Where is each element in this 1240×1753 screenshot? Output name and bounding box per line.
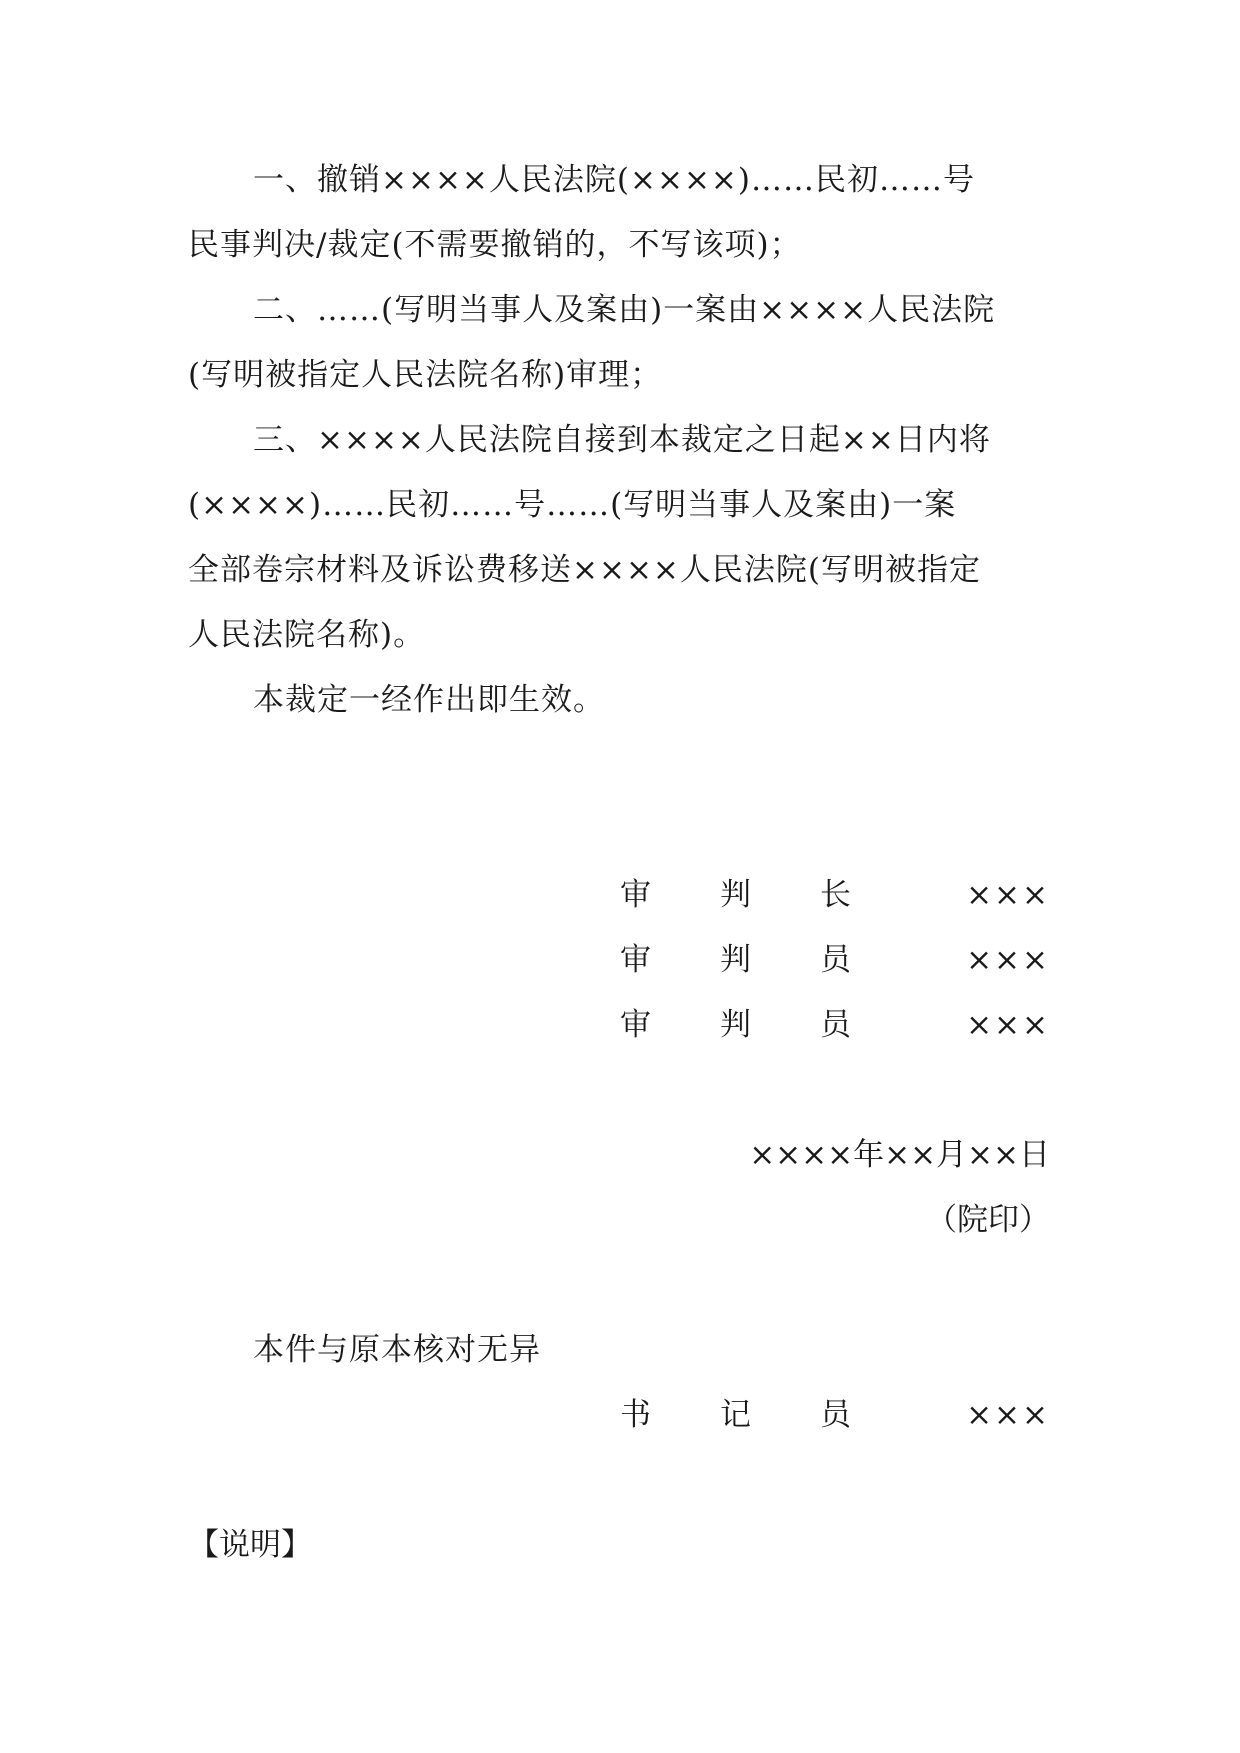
court-seal: （院印） bbox=[926, 1202, 1050, 1238]
para2-line2: (写明被指定人民法院名称)审理； bbox=[188, 357, 663, 393]
signature-presiding-judge bbox=[620, 875, 1050, 915]
para2-line1: 二、……(写明当事人及案由)一案由××××人民法院 bbox=[253, 292, 996, 328]
signature-judge-2 bbox=[620, 1005, 1050, 1045]
para1-line1: 一、撤销××××人民法院(××××)……民初……号 bbox=[253, 162, 975, 198]
signature-clerk bbox=[620, 1395, 1050, 1435]
signature-judge-1 bbox=[620, 940, 1050, 980]
signature-title-char: 判 bbox=[720, 877, 751, 913]
signature-title-char: 员 bbox=[820, 1397, 851, 1433]
para3-line2: (××××)……民初……号……(写明当事人及案由)一案 bbox=[188, 487, 957, 523]
signature-title-char: 审 bbox=[620, 1007, 651, 1043]
certification-text: 本件与原本核对无异 bbox=[253, 1332, 541, 1368]
effect-statement: 本裁定一经作出即生效。 bbox=[253, 682, 605, 718]
signature-name: ××× bbox=[966, 942, 1050, 978]
judgment-date: ××××年××月××日 bbox=[749, 1137, 1050, 1173]
para3-line4: 人民法院名称)。 bbox=[188, 617, 426, 653]
note-heading: 【说明】 bbox=[188, 1527, 312, 1563]
signature-title-char: 员 bbox=[820, 1007, 851, 1043]
signature-title-char: 判 bbox=[720, 942, 751, 978]
para3-line1: 三、××××人民法院自接到本裁定之日起××日内将 bbox=[253, 422, 991, 458]
signature-name: ××× bbox=[966, 1397, 1050, 1433]
signature-name: ××× bbox=[966, 1007, 1050, 1043]
para1-line2: 民事判决/裁定(不需要撤销的，不写该项)； bbox=[188, 227, 802, 263]
signature-title-char: 审 bbox=[620, 942, 651, 978]
signature-title-char: 长 bbox=[820, 877, 851, 913]
signature-title-char: 判 bbox=[720, 1007, 751, 1043]
signature-title-char: 记 bbox=[720, 1397, 751, 1433]
signature-title-char: 员 bbox=[820, 942, 851, 978]
signature-title-char: 审 bbox=[620, 877, 651, 913]
signature-title-char: 书 bbox=[620, 1397, 651, 1433]
para3-line3: 全部卷宗材料及诉讼费移送××××人民法院(写明被指定 bbox=[188, 552, 981, 588]
signature-name: ××× bbox=[966, 877, 1050, 913]
